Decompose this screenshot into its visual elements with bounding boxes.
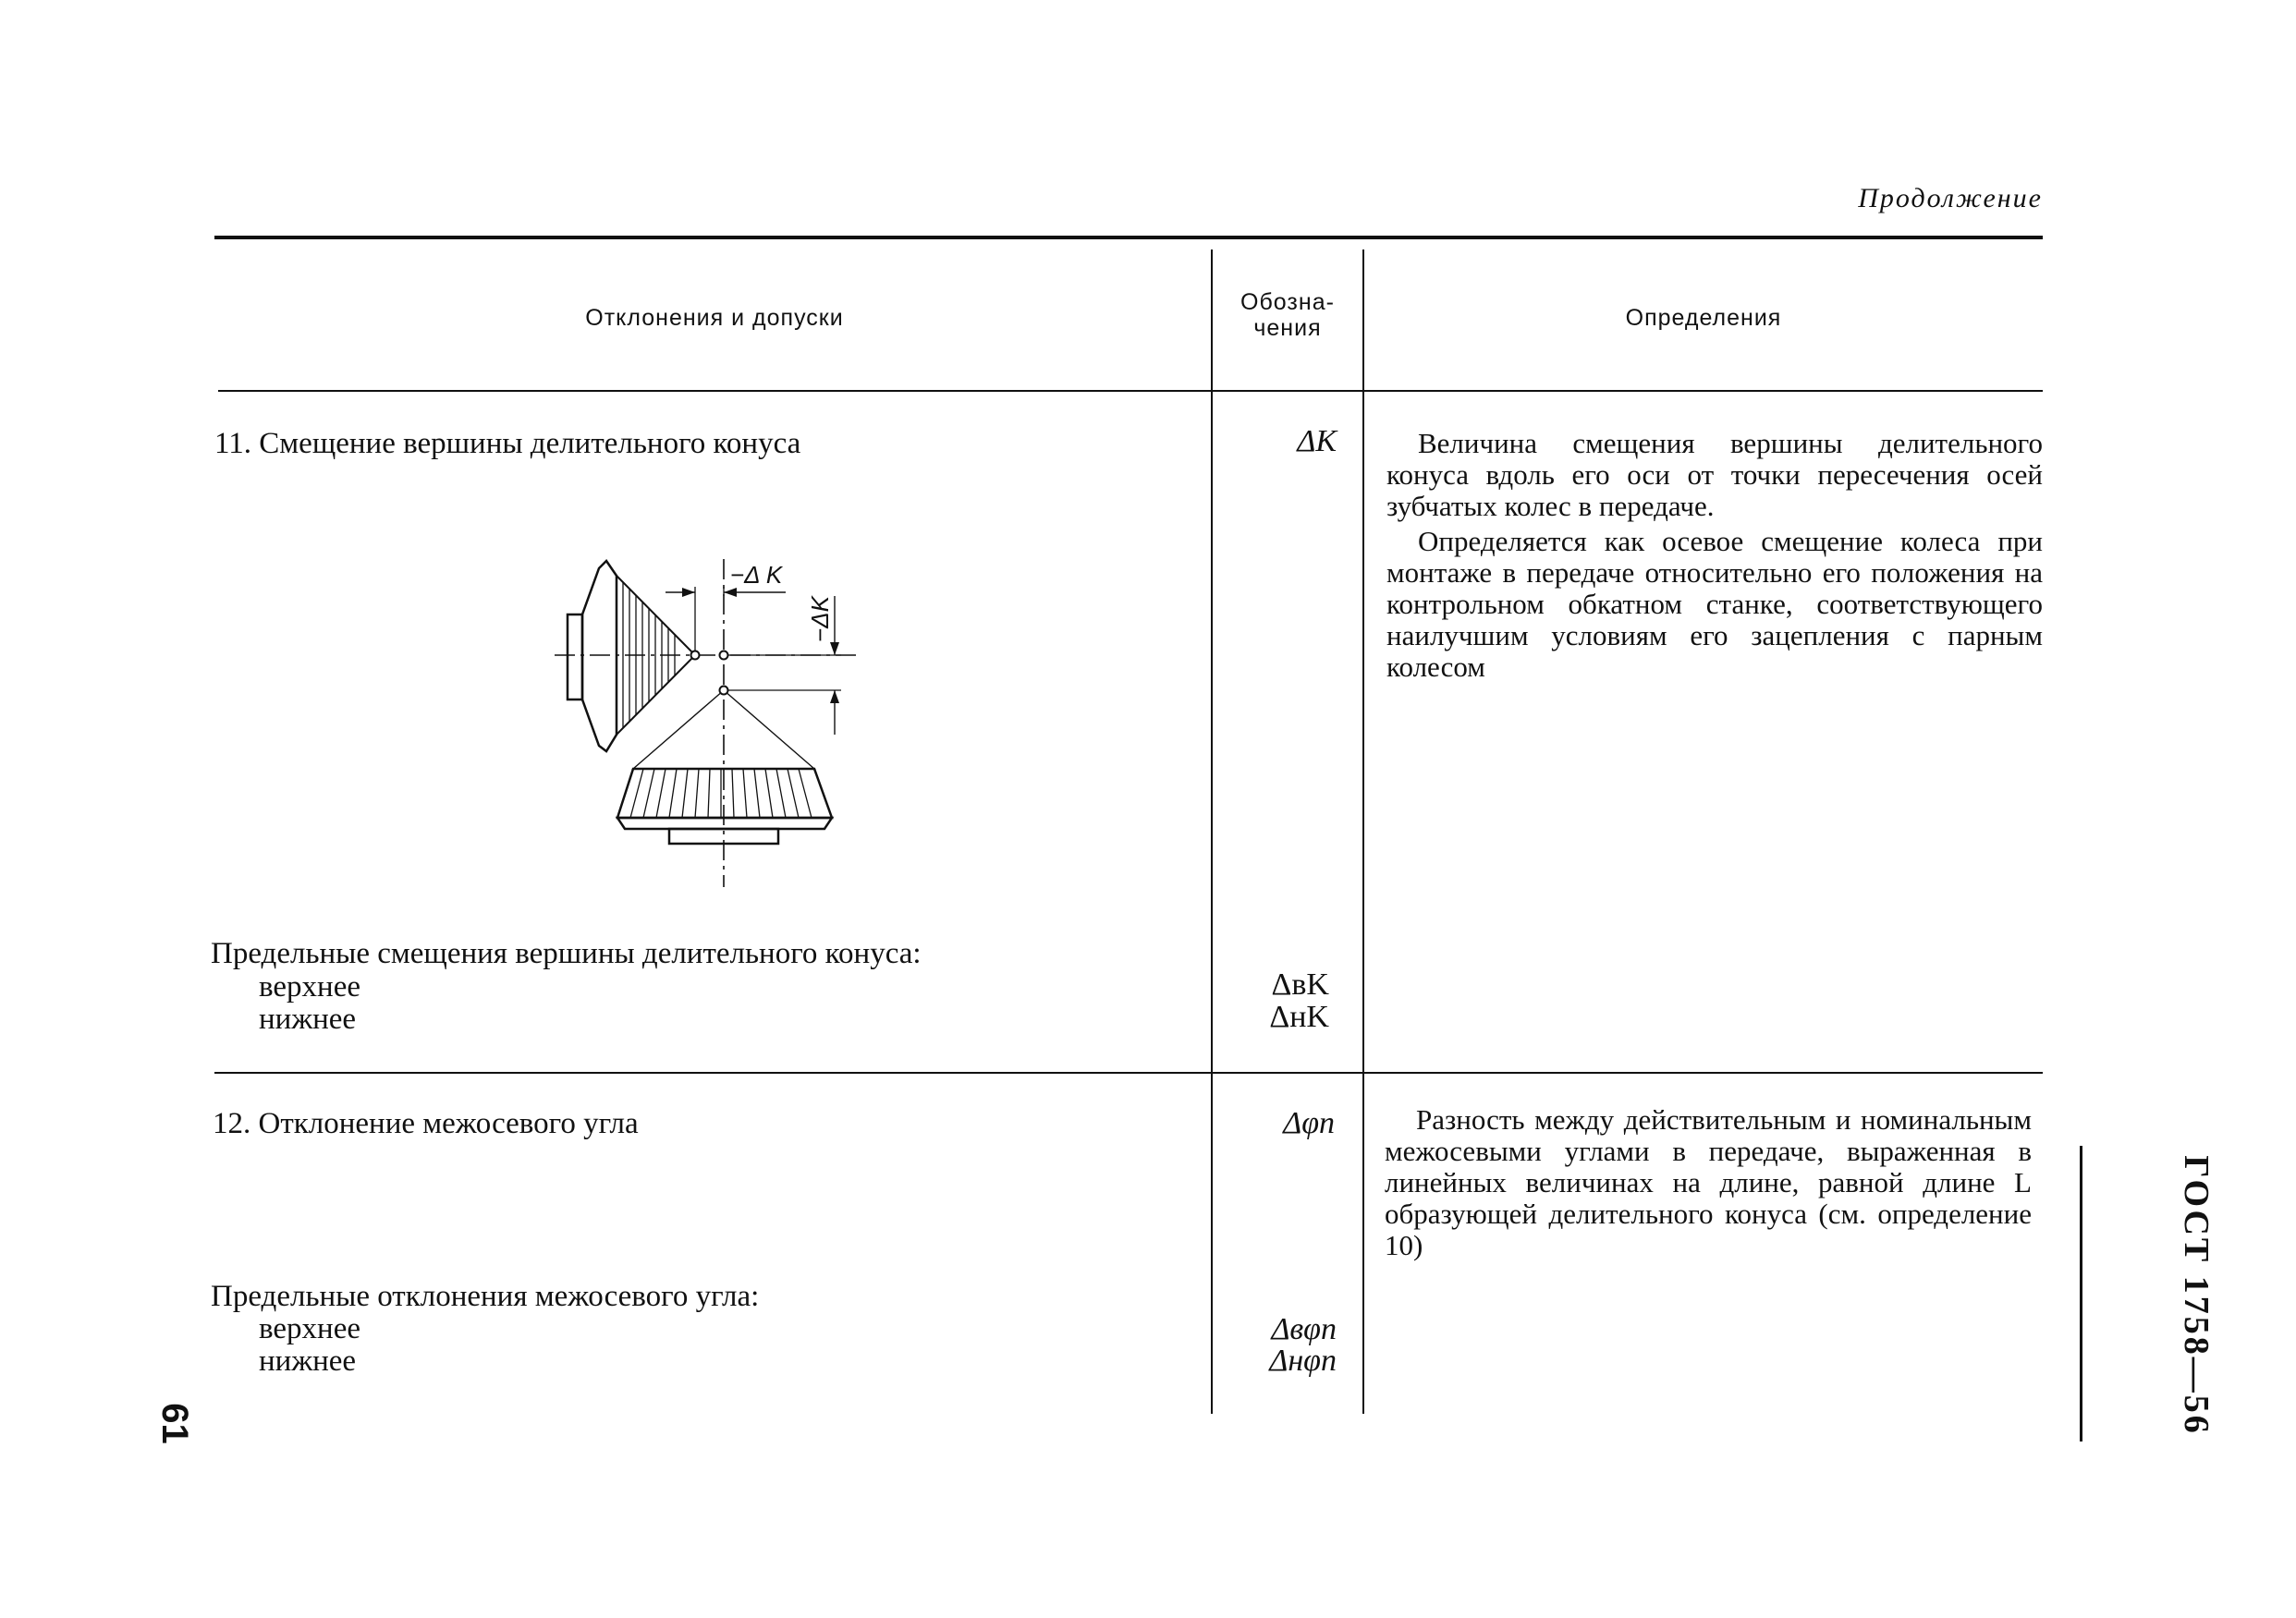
figure-label-vertical-offset: −ΔK	[806, 596, 834, 642]
row12-title: 12. Отклонение межосевого угла	[213, 1107, 639, 1140]
row12-upper-symbol-text: Δвφn	[1271, 1312, 1337, 1346]
row11-lower-symbol-text: ΔнK	[1269, 1000, 1329, 1034]
row12-symbol	[1213, 1107, 1335, 1140]
row11-lower-symbol	[1213, 1001, 1329, 1034]
row12-symbol-text: Δφn	[1283, 1106, 1335, 1140]
gost-standard-label: ГОСТ 1758—56	[2176, 1155, 2216, 1436]
header-bottom-rule	[218, 390, 2043, 392]
row11-title: 11. Смещение вершины делительного конуса	[214, 427, 801, 460]
column-header-deviations: Отклонения и допуски	[585, 305, 844, 331]
page-number: 61	[153, 1403, 195, 1444]
row11-definition	[1386, 428, 2043, 683]
figure-label-horizontal-offset: −Δ K	[730, 561, 783, 589]
table-top-rule	[214, 236, 2043, 239]
row11-limits-title: Предельные смещения вершины делительного конуса:	[211, 937, 922, 970]
row12-limits-title: Предельные отклонения межосевого угла:	[211, 1280, 760, 1313]
row11-symbol-text: ΔK	[1297, 424, 1337, 458]
column-header-designations-line1: Обозна-	[1240, 289, 1335, 315]
row11-definition-p1: Величина смещения вершины делительного конуса вдоль его оси от точки пересечения осей зубчатых колес в передаче.	[1386, 427, 2043, 522]
continuation-label: Продолжение	[1858, 183, 2043, 213]
bevel-gear-diagram	[555, 541, 869, 892]
row12-lower-symbol-text: Δнφn	[1269, 1344, 1337, 1378]
row12-upper-label: верхнее	[259, 1312, 360, 1345]
row11-definition-p2: Определяется как осевое смещение колеса при монтаже в передаче относительно его положения на контрольном обкатном станке, соответствующего наилучшим условиям его зацепления с парным колесом	[1386, 525, 2043, 683]
row12-definition	[1385, 1104, 2032, 1261]
column-divider-2	[1362, 249, 1364, 1414]
row11-upper-label: верхнее	[259, 970, 360, 1004]
row11-symbol	[1213, 425, 1337, 458]
column-header-designations	[1213, 289, 1362, 341]
column-header-designations-line2: чения	[1253, 315, 1322, 341]
gost-rule-left	[2080, 1146, 2082, 1442]
column-divider-1	[1211, 249, 1213, 1414]
row12-definition-p1: Разность между действительным и номинальным межосевыми углами в передаче, выраженная в линейных величинах на длине, равной длине L образующей делительного конуса (см. определение 10)	[1385, 1103, 2032, 1261]
column-header-definitions: Определения	[1625, 305, 1782, 331]
row11-upper-symbol	[1213, 968, 1329, 1002]
row11-upper-symbol-text: ΔвK	[1271, 967, 1329, 1002]
row12-lower-label: нижнее	[259, 1344, 357, 1378]
row11-lower-label: нижнее	[259, 1003, 357, 1036]
row-separator	[214, 1072, 2043, 1074]
row12-lower-symbol	[1213, 1344, 1337, 1378]
row12-upper-symbol	[1213, 1313, 1337, 1346]
